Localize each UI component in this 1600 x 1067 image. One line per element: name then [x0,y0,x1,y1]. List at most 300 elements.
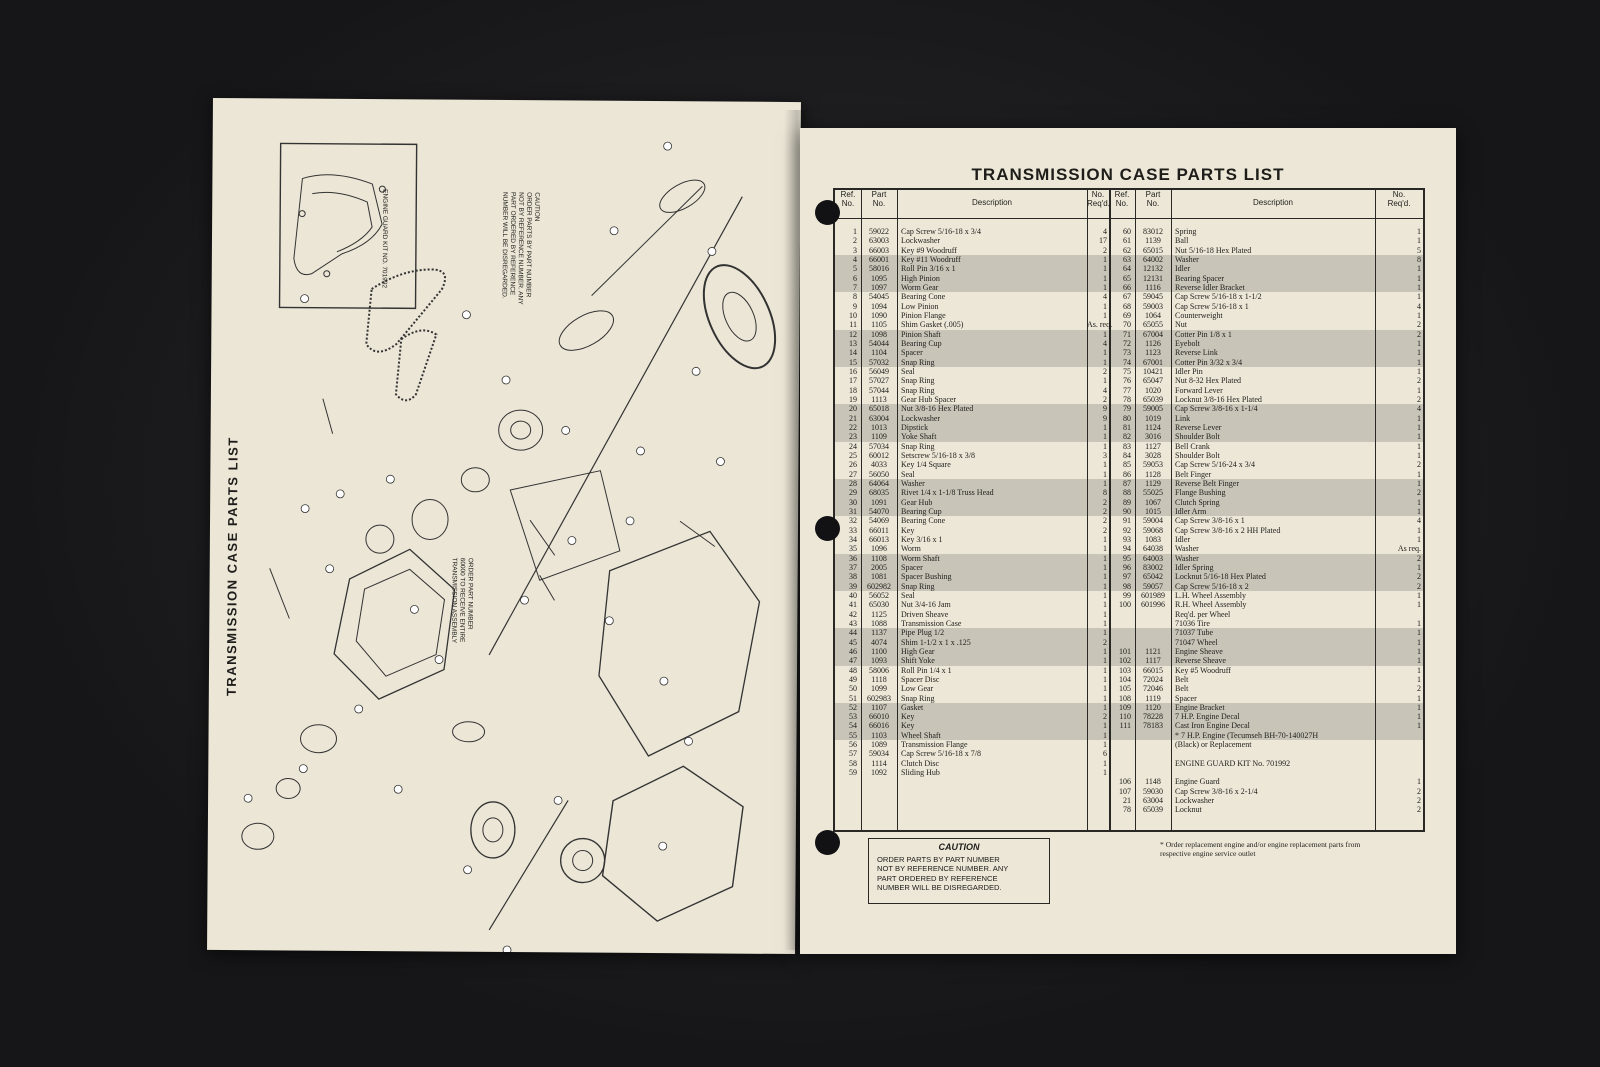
part-description: R.H. Wheel Assembly [1175,600,1247,610]
ref-no: 20 [849,404,857,414]
ref-no: 91 [1123,516,1131,526]
part-description: Key [901,721,915,731]
quantity-required: 2 [1103,525,1107,535]
assembly-note: ORDER PART NUMBER 60000 TO RECEIVE ENTIRE TRANSMISSION ASSEMBLY [450,557,474,644]
part-description: Cap Screw 3/8-16 x 2-1/4 [1175,786,1258,796]
quantity-required: 1 [1103,758,1107,768]
part-no: 57034 [869,441,889,451]
ref-no: 84 [1123,450,1131,460]
part-description: Reverse Link [1175,348,1218,358]
quantity-required: 1 [1417,348,1421,358]
part-description: Bearing Spacer [1175,273,1225,283]
header-desc-left: Description [971,198,1012,207]
part-no: 66013 [869,534,889,544]
part-description: Seal [901,366,915,376]
part-description: Spacer [1175,693,1197,703]
table-row [835,451,1423,460]
part-no: 66015 [1143,665,1163,675]
quantity-required: 1 [1417,357,1421,367]
ref-no: 39 [849,581,857,591]
ref-no: 96 [1123,562,1131,572]
part-no: 59057 [1143,581,1163,591]
ref-no: 40 [849,590,857,600]
quantity-required: 2 [1417,320,1421,330]
part-no: 1015 [1145,506,1161,516]
part-description: Pinion Flange [901,310,946,320]
left-caution-note: CAUTION ORDER PARTS BY PART NUMBER NOT BY REFERENCE NUMBER. ANY PART ORDERED BY REFERENCE NUMBER WILL BE DISREGARDED. [500,191,541,305]
part-no: 65015 [1143,245,1163,255]
ref-no: 3 [853,245,857,255]
part-description: Yoke Shaft [901,432,937,442]
table-row [835,610,1423,619]
part-description: Bell Crank [1175,441,1210,451]
quantity-required: 1 [1417,273,1421,283]
part-no: 4074 [871,637,887,647]
ref-no: 62 [1123,245,1131,255]
caution-line: PART ORDERED BY REFERENCE [877,873,998,883]
part-no: 72046 [1143,684,1163,694]
part-description: Cap Screw 5/16-18 x 3/4 [901,227,981,236]
table-row [835,386,1423,395]
ref-no: 107 [1119,786,1131,796]
part-description: Washer [901,478,925,488]
part-no: 66003 [869,245,889,255]
part-description: Lockwasher [1175,796,1215,806]
table-row [835,712,1423,721]
table-row [835,246,1423,255]
part-description: Key [901,712,915,722]
part-no: 3028 [1145,450,1161,460]
part-no: 57027 [869,376,889,386]
part-description: Worm [901,544,921,554]
ref-no: 5 [853,264,857,274]
quantity-required: 1 [1417,441,1421,451]
part-description: Seal [901,590,915,600]
quantity-required: 1 [1103,702,1107,712]
part-description: Cap Screw 5/16-18 x 2 [1175,581,1249,591]
part-description: Link [1175,413,1191,423]
ref-no: 65 [1123,273,1131,283]
ref-no: 21 [1123,796,1131,806]
part-description: Setscrew 5/16-18 x 3/8 [901,450,975,460]
ref-no: 38 [849,572,857,582]
quantity-required: 1 [1103,469,1107,479]
part-description: Washer [1175,544,1199,554]
part-no: 83002 [1143,562,1163,572]
part-no: 65039 [1143,394,1163,404]
ref-no: 22 [849,422,857,432]
table-row [835,694,1423,703]
ref-no: 36 [849,553,857,563]
part-description: Belt [1175,684,1189,694]
quantity-required: 1 [1417,506,1421,516]
part-no: 59053 [1143,460,1163,470]
quantity-required: 1 [1417,656,1421,666]
part-description: Gear Hub Spacer [901,394,957,404]
ref-no: 81 [1123,422,1131,432]
ref-no: 59 [849,768,857,778]
part-description: Cap Screw 3/8-16 x 1 [1175,516,1245,526]
ref-no: 94 [1123,544,1131,554]
ref-no: 43 [849,618,857,628]
quantity-required: 1 [1417,236,1421,246]
left-page-title: TRANSMISSION CASE PARTS LIST [223,436,241,697]
part-no: 1139 [1145,236,1161,246]
part-description: Cap Screw 3/8-16 x 2 HH Plated [1175,525,1281,535]
engine-replacement-note: * Order replacement engine and/or engine replacement parts from respective engine service outlet [1160,840,1361,858]
ref-no: 98 [1123,581,1131,591]
part-no: 54070 [869,506,889,516]
part-description: Ball [1175,236,1189,246]
quantity-required: 2 [1417,572,1421,582]
part-no: 1013 [871,422,887,432]
quantity-required: 1 [1103,422,1107,432]
part-no: 58006 [869,665,889,675]
quantity-required: 1 [1103,460,1107,470]
quantity-required: 1 [1417,264,1421,274]
quantity-required: 2 [1103,497,1107,507]
part-no: 1019 [1145,413,1161,423]
ref-no: 30 [849,497,857,507]
quantity-required: 1 [1417,413,1421,423]
binder-hole [815,516,840,541]
part-no: 59045 [1143,292,1163,302]
quantity-required: 1 [1417,721,1421,731]
ref-no: 24 [849,441,857,451]
part-description: Locknut 5/16-18 Hex Plated [1175,572,1266,582]
part-no: 3016 [1145,432,1161,442]
quantity-required: 1 [1417,590,1421,600]
part-no: 65047 [1143,376,1163,386]
table-row [835,274,1423,283]
quantity-required: 1 [1103,441,1107,451]
ref-no: 69 [1123,310,1131,320]
part-description: Washer [1175,254,1199,264]
table-row [835,302,1423,311]
ref-no: 53 [849,712,857,722]
ref-no: 100 [1119,600,1131,610]
ref-no: 75 [1123,366,1131,376]
part-description: Nut [1175,320,1187,330]
part-description: Reverse Lever [1175,422,1222,432]
header-desc-right: Description [1252,198,1293,207]
quantity-required: 1 [1417,637,1421,647]
table-row [835,675,1423,684]
part-no: 65018 [869,404,889,414]
quantity-required: 1 [1103,254,1107,264]
ref-no: 27 [849,469,857,479]
part-description: Pinion Shaft [901,329,941,339]
ref-no: 56 [849,740,857,750]
ref-no: 19 [849,394,857,404]
part-no: 1099 [871,684,887,694]
ref-no: 49 [849,674,857,684]
part-description: Shoulder Bolt [1175,450,1220,460]
part-description: Locknut [1175,805,1202,815]
table-row [835,432,1423,441]
part-description: Shim Gasket (.005) [901,320,964,330]
part-description: Key #5 Woodruff [1175,665,1231,675]
ref-no: 63 [1123,254,1131,264]
quantity-required: 1 [1103,562,1107,572]
table-row [835,339,1423,348]
quantity-required: 1 [1417,227,1421,236]
part-description: Transmission Flange [901,740,968,750]
part-no: 1088 [871,618,887,628]
part-description: Engine Sheave [1175,646,1223,656]
quantity-required: 1 [1417,702,1421,712]
part-description: Engine Guard [1175,777,1220,787]
part-no: 58016 [869,264,889,274]
part-description: Bearing Cup [901,338,942,348]
part-description: * 7 H.P. Engine (Tecumseh BH-70-140027H [1175,730,1319,740]
part-description: High Pinion [901,273,940,283]
ref-no: 32 [849,516,857,526]
quantity-required: 4 [1417,404,1421,414]
quantity-required: 4 [1417,516,1421,526]
part-description: Cotter Pin 1/8 x 1 [1175,329,1232,339]
ref-no: 8 [853,292,857,302]
quantity-required: 2 [1417,329,1421,339]
table-row [835,376,1423,385]
part-description: 71037 Tube [1175,628,1214,638]
part-no: 1127 [1145,441,1161,451]
ref-no: 1 [853,227,857,236]
part-description: Snap Ring [901,693,935,703]
table-row [835,423,1423,432]
quantity-required: 1 [1103,348,1107,358]
ref-no: 6 [853,273,857,283]
ref-no: 77 [1123,385,1131,395]
ref-no: 25 [849,450,857,460]
quantity-required: 2 [1417,376,1421,386]
part-description: Roll Pin 3/16 x 1 [901,264,956,274]
table-row [835,572,1423,581]
part-no: 1126 [1145,338,1161,348]
quantity-required: 1 [1103,301,1107,311]
part-description: Key #11 Woodruff [901,254,961,264]
quantity-required: 1 [1417,385,1421,395]
ref-no: 13 [849,338,857,348]
part-description: Spacer [901,348,923,358]
ref-no: 23 [849,432,857,442]
ref-no: 64 [1123,264,1131,274]
quantity-required: 2 [1417,684,1421,694]
quantity-required: 9 [1103,413,1107,423]
table-row [835,554,1423,563]
quantity-required: 1 [1103,264,1107,274]
quantity-required: 1 [1103,357,1107,367]
table-row [835,600,1423,609]
ref-no: 83 [1123,441,1131,451]
part-description: Reverse Sheave [1175,656,1226,666]
quantity-required: 2 [1103,366,1107,376]
table-row [835,740,1423,749]
ref-no: 68 [1123,301,1131,311]
part-description: Req'd. per Wheel [1175,609,1231,619]
quantity-required: 1 [1103,534,1107,544]
ref-no: 21 [849,413,857,423]
part-description: Key [901,525,915,535]
ref-no: 4 [853,254,857,264]
quantity-required: 1 [1103,730,1107,740]
part-no: 1124 [1145,422,1161,432]
part-no: 63004 [1143,796,1163,806]
quantity-required: 2 [1103,516,1107,526]
ref-no: 52 [849,702,857,712]
part-no: 1091 [871,497,887,507]
ref-no: 101 [1119,646,1131,656]
part-description: Shoulder Bolt [1175,432,1220,442]
table-row [835,488,1423,497]
part-description: Lockwasher [901,413,941,423]
quantity-required: 1 [1103,740,1107,750]
quantity-required: 1 [1103,553,1107,563]
part-description: Gear Hub [901,497,933,507]
quantity-required: 9 [1103,404,1107,414]
part-no: 1020 [1145,385,1161,395]
part-description: Eyebolt [1175,338,1200,348]
table-row [835,628,1423,637]
ref-no: 58 [849,758,857,768]
part-no: 10421 [1143,366,1163,376]
ref-no: 105 [1119,684,1131,694]
part-no: 55025 [1143,488,1163,498]
quantity-required: 2 [1417,805,1421,815]
quantity-required: 1 [1103,609,1107,619]
ref-no: 103 [1119,665,1131,675]
quantity-required: 2 [1417,460,1421,470]
part-no: 1096 [871,544,887,554]
quantity-required: 2 [1417,488,1421,498]
table-row [835,731,1423,740]
part-description: Cap Screw 5/16-24 x 3/4 [1175,460,1255,470]
part-description: Nut 3/4-16 Jam [901,600,951,610]
quantity-required: 1 [1417,646,1421,656]
table-row [835,647,1423,656]
table-row [835,777,1423,786]
quantity-required: 1 [1103,768,1107,778]
part-description: 7 H.P. Engine Decal [1175,712,1240,722]
table-row [835,656,1423,665]
part-description: Snap Ring [901,441,935,451]
table-row [835,787,1423,796]
ref-no: 51 [849,693,857,703]
part-description: Key 1/4 Square [901,460,951,470]
caution-line: NOT BY REFERENCE NUMBER. ANY [877,864,1009,873]
part-no: 1104 [871,348,887,358]
part-description: Cap Screw 5/16-18 x 1 [1175,301,1249,311]
quantity-required: 17 [1099,236,1107,246]
part-description: Lockwasher [901,236,941,246]
part-no: 63004 [869,413,889,423]
part-no: 12132 [1143,264,1163,274]
quantity-required: 1 [1417,525,1421,535]
part-description: Cast Iron Engine Decal [1175,721,1250,731]
part-description: Bearing Cone [901,292,946,302]
part-no: 54045 [869,292,889,302]
table-row [835,796,1423,805]
caution-title: CAUTION [938,842,980,852]
table-row [835,498,1423,507]
quantity-required: 1 [1103,478,1107,488]
part-no: 1125 [871,609,887,619]
part-description: Snap Ring [901,581,935,591]
ref-no: 66 [1123,282,1131,292]
part-description: Low Gear [901,684,934,694]
part-description: Low Pinion [901,301,939,311]
quantity-required: 1 [1103,581,1107,591]
quantity-required: 1 [1103,572,1107,582]
part-no: 65055 [1143,320,1163,330]
ref-no: 102 [1119,656,1131,666]
quantity-required: 1 [1417,478,1421,488]
quantity-required: 1 [1103,432,1107,442]
part-description: Idler [1175,534,1191,544]
engine-guard-kit-label: ENGINE GUARD KIT NO. 701992 [380,189,389,289]
header-part-right: Part No. [1145,190,1161,208]
table-row [835,292,1423,301]
table-row [835,236,1423,245]
table-row [835,638,1423,647]
part-no: 65039 [1143,805,1163,815]
part-description: Reverse Idler Bracket [1175,282,1245,292]
part-no: 1107 [871,702,887,712]
table-row [835,348,1423,357]
part-description: Key #9 Woodruff [901,245,957,255]
quantity-required: 1 [1417,628,1421,638]
part-no: 1128 [1145,469,1161,479]
left-page-exploded-diagram [207,98,801,954]
ref-no: 48 [849,665,857,675]
ref-no: 80 [1123,413,1131,423]
quantity-required: 1 [1417,693,1421,703]
part-no: 59005 [1143,404,1163,414]
ref-no: 86 [1123,469,1131,479]
part-description: Roll Pin 1/4 x 1 [901,665,952,675]
header-req-left: No. Req'd. [1087,190,1110,208]
quantity-required: 1 [1103,674,1107,684]
part-description: Transmission Case [901,618,962,628]
part-description: Nut 3/8-16 Hex Plated [901,404,974,414]
part-no: 65030 [869,600,889,610]
part-no: 1097 [871,282,887,292]
quantity-required: As. req. [1087,320,1113,330]
table-row [835,805,1423,814]
quantity-required: 2 [1103,506,1107,516]
part-no: 601989 [1141,590,1165,600]
header-ref-left: Ref. No. [840,190,856,208]
part-no: 66016 [869,721,889,731]
ref-no: 11 [849,320,857,330]
quantity-required: 1 [1417,366,1421,376]
part-no: 67004 [1143,329,1163,339]
quantity-required: 1 [1103,628,1107,638]
quantity-required: 1 [1103,684,1107,694]
table-row [835,516,1423,525]
part-no: 65042 [1143,572,1163,582]
part-no: 56052 [869,590,889,600]
ref-no: 45 [849,637,857,647]
ref-no: 108 [1119,693,1131,703]
part-no: 60012 [869,450,889,460]
part-description: Spacer [901,562,923,572]
quantity-required: 8 [1103,488,1107,498]
quantity-required: 2 [1417,553,1421,563]
table-row [835,526,1423,535]
ref-no: 42 [849,609,857,619]
table-row [835,591,1423,600]
